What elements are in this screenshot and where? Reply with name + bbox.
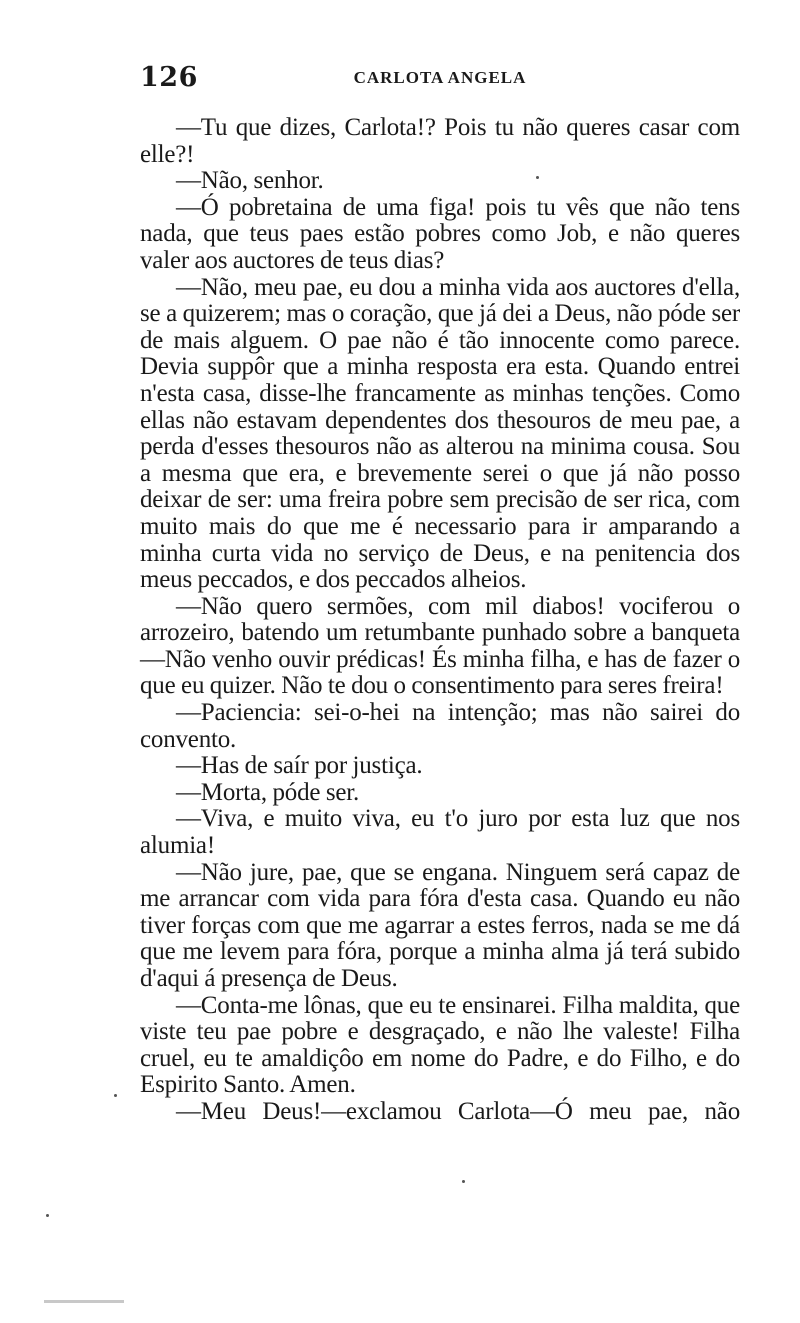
page-number: 126 bbox=[140, 62, 198, 93]
scan-speck bbox=[46, 1214, 49, 1217]
paragraph: —Conta-me lônas, que eu te ensinarei. Filha maldita, que viste teu pae pobre e desgraçado, e não lhe valeste! Filha cruel, eu te amaldiçôo em nome do Padre, e do Filho, e do Espirito Santo. Amen. bbox=[140, 991, 740, 1099]
paragraph: —Has de saír por justiça. bbox=[176, 752, 423, 780]
paragraph: —Não, senhor. bbox=[176, 167, 324, 195]
text-body bbox=[140, 115, 740, 1126]
running-head bbox=[140, 60, 740, 96]
paragraph: —Ó pobretaina de uma figa! pois tu vês que não tens nada, que teus paes estão pobres como Job, e não queres valer aos auctores de teus dias? bbox=[140, 193, 740, 274]
scan-speck bbox=[462, 1180, 465, 1183]
paragraph: —Não quero sermões, com mil diabos! vociferou o arrozeiro, batendo um retumbante punhado sobre a banqueta—Não venho ouvir prédicas! És minha filha, e has de fazer o que eu quizer. Não te dou o consentimento para seres freira! bbox=[140, 592, 740, 700]
paragraph: —Morta, póde ser. bbox=[176, 778, 360, 806]
scan-smudge bbox=[44, 1300, 124, 1303]
paragraph: —Tu que dizes, Carlota!? Pois tu não queres casar com elle?! bbox=[140, 114, 740, 168]
scan-speck bbox=[536, 176, 539, 179]
paragraph: —Paciencia: sei-o-hei na intenção; mas não sairei do convento. bbox=[140, 699, 740, 753]
paragraph: —Viva, e muito viva, eu t'o juro por esta luz que nos alumia! bbox=[140, 805, 740, 860]
paragraph: —Não jure, pae, que se engana. Ninguem será capaz de me arrancar com vida para fóra d'esta casa. Quando eu não tiver forças com que me agarrar a estes ferros, nada se me dá que me levem para fóra, porque a minha alma já terá subido d'aqui á presença de Deus. bbox=[140, 858, 740, 992]
running-title: CARLOTA ANGELA bbox=[353, 68, 527, 87]
scan-speck bbox=[114, 1094, 117, 1097]
paragraph: —Não, meu pae, eu dou a minha vida aos auctores d'ella, se a quizerem; mas o coração, que já dei a Deus, não póde ser de mais alguem. O pae não é tão innocente como parece. Devia suppôr que a minha resposta era esta. Quando entrei n'esta casa, disse-lhe francamente as minhas tenções. Como ellas não estavam dependentes dos thesouros de meu pae, a perda d'esses thesouros não as alterou na minima cousa. Sou a mesma que era, e brevemente serei o que já não posso deixar de ser: uma freira pobre sem precisão de ser rica, com muito mais do que me é necessario para ir amparando a minha curta vida no serviço de Deus, e na penitencia dos meus peccados, e dos peccados alheios. bbox=[140, 273, 740, 594]
paragraph: —Meu Deus!—exclamou Carlota—Ó meu pae, não bbox=[176, 1097, 740, 1125]
